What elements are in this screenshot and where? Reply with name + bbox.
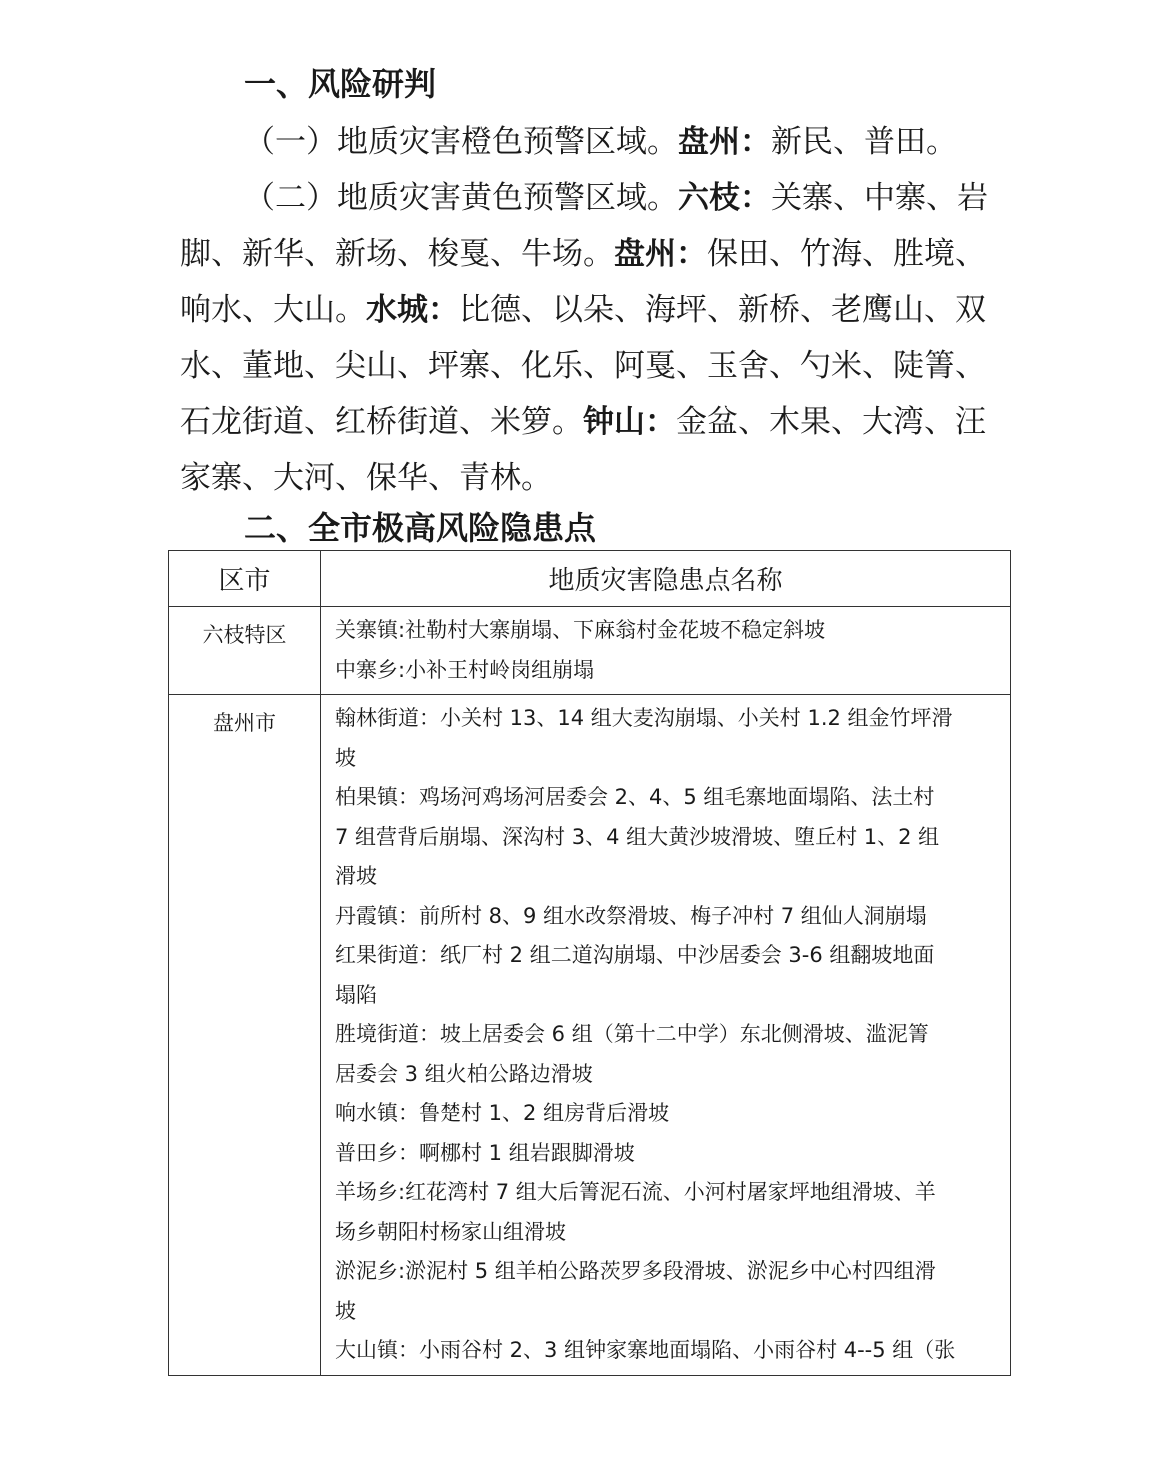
area-list: 家寨、大河、保华、青林。 [180, 460, 552, 496]
yellow-warning-paragraph [180, 170, 1020, 506]
paragraph-line [180, 450, 1020, 506]
hazard-point-line: 羊场乡:红花湾村 7 组大后箐泥石流、小河村屠家坪地组滑坡、羊 [335, 1180, 936, 1204]
paragraph-line [180, 170, 1020, 226]
table-row [169, 607, 1011, 695]
hazard-point-line: 红果街道：纸厂村 2 组二道沟崩塌、中沙居委会 3-6 组翻坡地面 [335, 943, 935, 967]
area-list: 比德、以朵、海坪、新桥、老鹰山、双 [459, 292, 986, 328]
hazard-point-line: 胜境街道：坡上居委会 6 组（第十二中学）东北侧滑坡、滥泥箐 [335, 1022, 929, 1046]
district-cell: 六枝特区 [169, 607, 321, 695]
paragraph-line [180, 282, 1020, 338]
hazard-point-line: 大山镇：小雨谷村 2、3 组钟家寨地面塌陷、小雨谷村 4--5 组（张 [335, 1338, 956, 1362]
area-list: 石龙街道、红桥街道、米箩。 [180, 404, 583, 440]
hazard-point-line: 关寨镇:社勒村大寨崩塌、下麻翁村金花坡不稳定斜坡 [335, 618, 826, 642]
hazard-point-line: 响水镇：鲁楚村 1、2 组房背后滑坡 [335, 1101, 670, 1125]
hazard-point-line: 滑坡 [335, 864, 377, 888]
hazard-point-line: 丹霞镇：前所村 8、9 组水改祭滑坡、梅子冲村 7 组仙人洞崩塌 [335, 903, 927, 928]
county-name: 钟山： [583, 404, 676, 440]
yellow-label: （二）地质灾害黄色预警区域。 [244, 180, 678, 216]
hazard-point-line: 柏果镇：鸡场河鸡场河居委会 2、4、5 组毛寨地面塌陷、法土村 [335, 785, 935, 809]
paragraph-line [180, 114, 1020, 170]
table-header-row [169, 551, 1011, 607]
orange-label: （一）地质灾害橙色预警区域。 [244, 124, 678, 160]
hazard-points-cell [321, 695, 1011, 1376]
area-list: 保田、竹海、胜境、 [707, 236, 986, 272]
area-list: 水、董地、尖山、坪寨、化乐、阿戛、玉舍、勺米、陡箐、 [180, 348, 986, 384]
area-list: 响水、大山。 [180, 292, 366, 328]
hazard-point-line: 中寨乡:小补王村岭岗组崩塌 [335, 657, 595, 682]
paragraph-line [180, 338, 1020, 394]
hazard-point-line: 7 组营背后崩塌、深沟村 3、4 组大黄沙坡滑坡、堕丘村 1、2 组 [335, 824, 940, 849]
area-list: 脚、新华、新场、梭戛、牛场。 [180, 236, 614, 272]
column-header-hazard-points: 地质灾害隐患点名称 [321, 551, 1011, 607]
county-name: 盘州： [614, 236, 707, 272]
column-header-district: 区市 [169, 551, 321, 607]
hazard-point-line: 坡 [335, 1298, 356, 1323]
county-name: 六枝： [678, 180, 771, 216]
orange-warning-paragraph [180, 114, 1020, 170]
hazard-points-table [168, 550, 1011, 1376]
area-list: 新民、普田。 [771, 124, 957, 160]
county-name: 盘州： [678, 124, 771, 160]
hazard-point-line: 居委会 3 组火柏公路边滑坡 [335, 1061, 593, 1086]
area-list: 金盆、木果、大湾、汪 [676, 404, 986, 440]
table-row [169, 695, 1011, 1376]
paragraph-line [180, 394, 1020, 450]
hazard-point-line: 坡 [335, 745, 356, 770]
hazard-point-line: 塌陷 [335, 982, 377, 1007]
hazard-point-line: 普田乡：啊梛村 1 组岩跟脚滑坡 [335, 1140, 635, 1165]
hazard-point-line: 淤泥乡:淤泥村 5 组羊柏公路茨罗多段滑坡、淤泥乡中心村四组滑 [335, 1259, 936, 1283]
hazard-point-line: 翰林街道：小关村 13、14 组大麦沟崩塌、小关村 1.2 组金竹坪滑 [335, 706, 953, 730]
hazard-points-cell [321, 607, 1011, 695]
district-cell: 盘州市 [169, 695, 321, 1376]
paragraph-line [180, 226, 1020, 282]
section-1-heading: 一、风险研判 [244, 65, 437, 103]
area-list: 关寨、中寨、岩 [771, 180, 988, 216]
county-name: 水城： [366, 292, 459, 328]
section-2-heading: 二、全市极高风险隐患点 [244, 509, 597, 547]
hazard-point-line: 场乡朝阳村杨家山组滑坡 [335, 1219, 566, 1244]
